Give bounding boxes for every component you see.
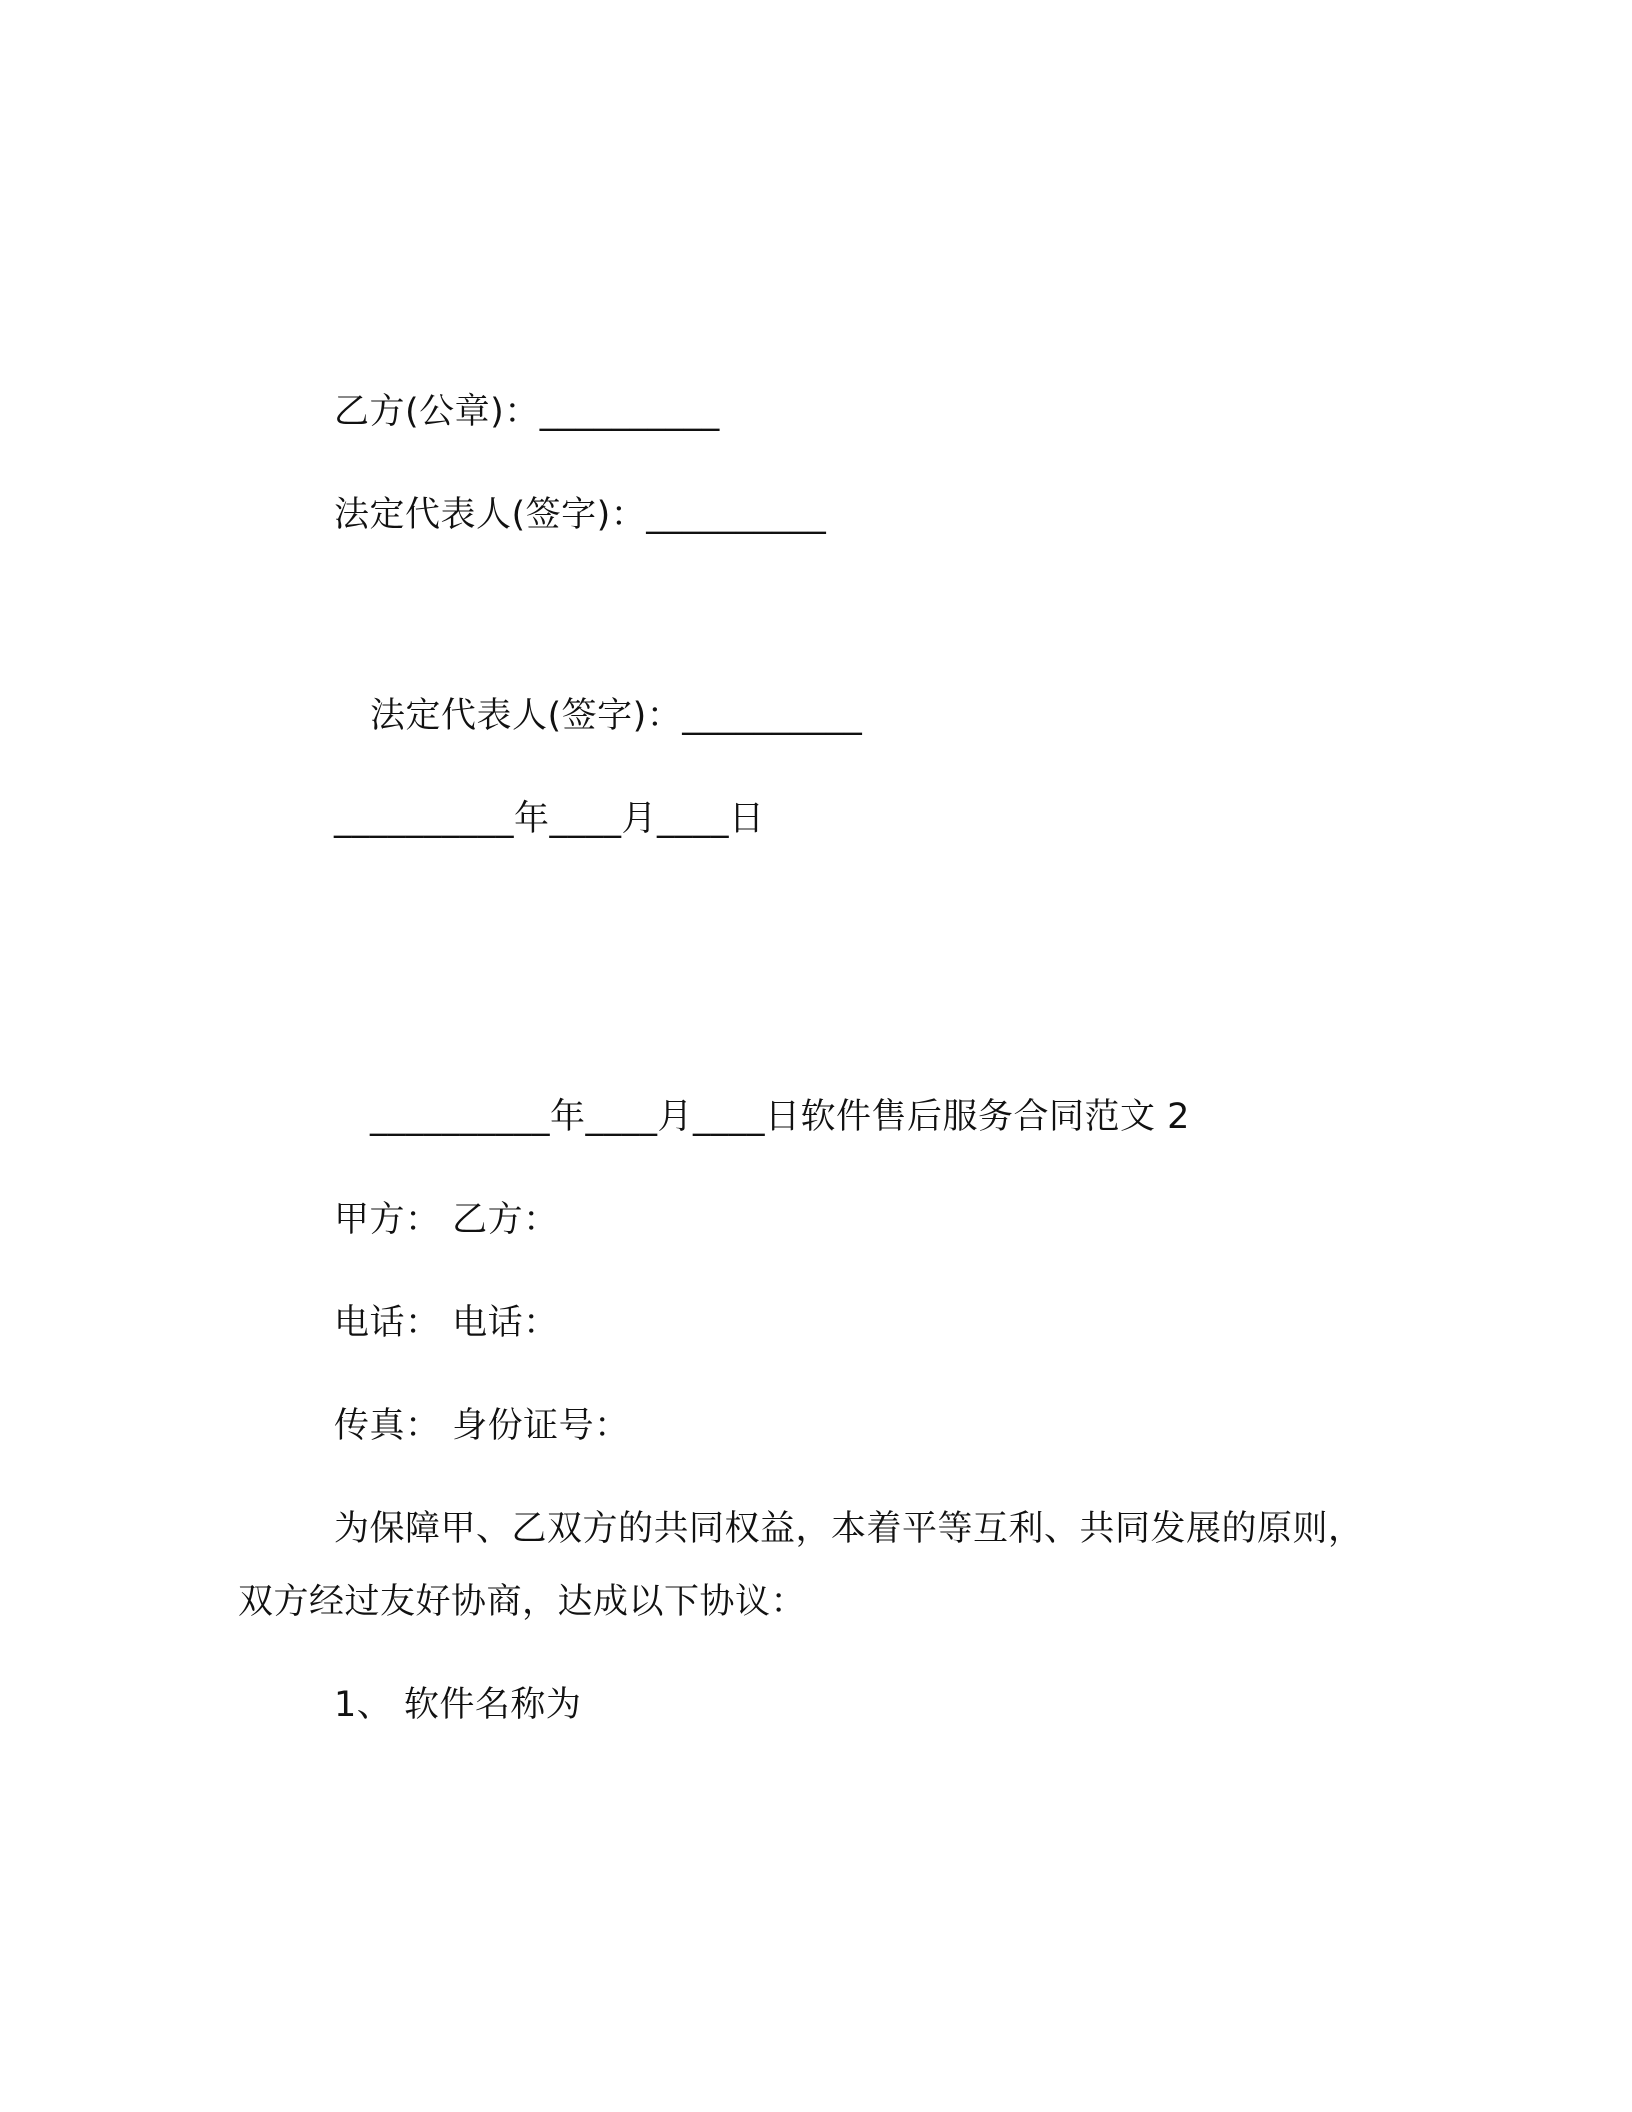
preamble-line-2: 双方经过友好协商，达成以下协议： xyxy=(238,1582,807,1622)
fax-id-line: 传真： 身份证号： xyxy=(334,1406,630,1446)
legal-representative-line-2: 法定代表人(签字)：__________ xyxy=(370,696,863,736)
contract-heading: __________年____月____日软件售后服务合同范文 2 xyxy=(370,1097,1190,1137)
party-b-seal-line: 乙方(公章)：__________ xyxy=(334,392,720,432)
legal-representative-line: 法定代表人(签字)：__________ xyxy=(334,495,827,535)
party-line: 甲方： 乙方： xyxy=(334,1200,559,1240)
date-line: __________年____月____日 xyxy=(334,799,765,839)
clause-1: 1、 软件名称为 xyxy=(334,1685,582,1725)
phone-line: 电话： 电话： xyxy=(334,1303,559,1343)
preamble-line-1: 为保障甲、乙双方的共同权益，本着平等互利、共同发展的原则， xyxy=(334,1509,1364,1549)
